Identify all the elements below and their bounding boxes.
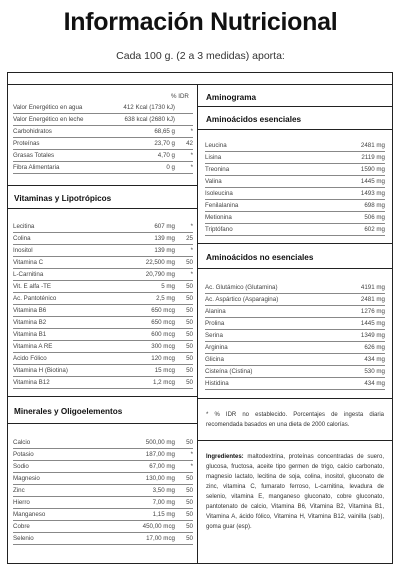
nutrient-name: Valina xyxy=(205,178,222,185)
nutrient-name: Fenilalanina xyxy=(205,202,239,209)
nutrient-amount: 7,00 mg xyxy=(152,499,175,506)
nutrient-name: Prolina xyxy=(205,320,225,327)
nutrient-amount: 2481 mg xyxy=(360,142,385,149)
nutrient-name: Ac. Aspártico (Asparagina) xyxy=(205,296,279,303)
column-divider xyxy=(197,84,198,564)
section-divider xyxy=(197,268,393,269)
nutrient-name: Magnesio xyxy=(13,475,40,482)
section-divider xyxy=(197,398,393,399)
nutrient-amount: 1590 mg xyxy=(360,166,385,173)
nutrient-name: Alanina xyxy=(205,308,226,315)
section-divider xyxy=(7,423,197,424)
table-row xyxy=(13,437,193,449)
table-row xyxy=(205,176,385,188)
table-row xyxy=(13,449,193,461)
table-row xyxy=(205,378,385,390)
table-row xyxy=(13,281,193,293)
nutrient-idr-pct: 50 xyxy=(186,355,193,362)
table-row xyxy=(205,212,385,224)
vitamins-title: Vitaminas y Lipotrópicos xyxy=(14,194,112,203)
table-row xyxy=(13,293,193,305)
table-row xyxy=(205,140,385,152)
nutrient-amount: 2481 mg xyxy=(360,296,385,303)
nutrient-name: Vitamina C xyxy=(13,259,44,266)
nutrient-amount: 67,00 mg xyxy=(149,463,175,470)
nutrient-name: Lisina xyxy=(205,154,222,161)
nutrient-amount: 120 mcg xyxy=(151,355,175,362)
nutrient-name: Carbohidratos xyxy=(13,128,52,135)
aminogram-title: Aminograma xyxy=(206,93,257,102)
essential-amino-title: Aminoácidos esenciales xyxy=(206,115,302,124)
nutrient-idr-pct: 50 xyxy=(186,367,193,374)
nutrient-idr-pct: 50 xyxy=(186,475,193,482)
nutrient-idr-pct: * xyxy=(190,164,193,171)
ingredients-block xyxy=(206,452,384,532)
table-row xyxy=(13,245,193,257)
nutrient-amount: 68,65 g xyxy=(154,128,175,135)
table-row xyxy=(205,294,385,306)
ingredients-label: Ingredientes: xyxy=(206,454,244,460)
nutrient-amount: 17,00 mcg xyxy=(146,535,175,542)
nutrient-name: Vitamina H (Biotina) xyxy=(13,367,68,374)
table-row xyxy=(13,533,193,545)
table-row xyxy=(205,318,385,330)
nutrient-amount: 530 mg xyxy=(364,368,385,375)
nutrient-idr-pct: 50 xyxy=(186,487,193,494)
nutrient-name: Vitamina B12 xyxy=(13,379,50,386)
energy-table xyxy=(13,102,193,174)
table-row xyxy=(13,365,193,377)
nutrient-idr-pct: 50 xyxy=(186,307,193,314)
table-row xyxy=(205,200,385,212)
nutrient-amount: 1445 mg xyxy=(360,320,385,327)
nutrient-amount: 0 g xyxy=(166,164,175,171)
nutrient-amount: 23,70 g xyxy=(154,140,175,147)
nutrient-amount: 3,50 mg xyxy=(152,487,175,494)
page-subtitle: Cada 100 g. (2 a 3 medidas) aporta: xyxy=(116,50,285,62)
nutrient-amount: 2119 mg xyxy=(361,154,385,161)
nutrient-idr-pct: * xyxy=(190,463,193,470)
table-row xyxy=(13,233,193,245)
table-row xyxy=(13,150,193,162)
section-divider xyxy=(197,129,393,130)
nutrient-idr-pct: * xyxy=(190,451,193,458)
nutrient-name: Isoleucina xyxy=(205,190,233,197)
nutrient-amount: 15 mcg xyxy=(154,367,175,374)
nutrient-amount: 412 Kcal (1730 kJ) xyxy=(123,104,175,111)
nutrient-name: Selenio xyxy=(13,535,34,542)
nutrient-idr-pct: 50 xyxy=(186,283,193,290)
section-divider xyxy=(7,396,197,397)
nutrient-name: Lecitina xyxy=(13,223,35,230)
nutrient-amount: 1349 mg xyxy=(360,332,385,339)
nutrient-amount: 1,15 mg xyxy=(152,511,175,518)
nutrient-name: Inositol xyxy=(13,247,33,254)
nutrient-name: Ac. Glutámico (Glutamina) xyxy=(205,284,278,291)
nutrient-amount: 4191 mg xyxy=(360,284,385,291)
nutrient-amount: 450,00 mcg xyxy=(142,523,175,530)
nutrient-name: Ac. Pantoténico xyxy=(13,295,57,302)
section-divider xyxy=(197,243,393,244)
nutrient-name: Leucina xyxy=(205,142,227,149)
nutrient-idr-pct: 50 xyxy=(186,439,193,446)
nutrient-name: Grasas Totales xyxy=(13,152,55,159)
nutrient-name: Cobre xyxy=(13,523,30,530)
nutrient-amount: 698 mg xyxy=(364,202,385,209)
table-row xyxy=(205,152,385,164)
nutrient-idr-pct: * xyxy=(190,271,193,278)
table-row xyxy=(205,330,385,342)
nutrient-name: Proteínas xyxy=(13,140,40,147)
nutrient-amount: 4,70 g xyxy=(157,152,175,159)
nutrient-idr-pct: 50 xyxy=(186,499,193,506)
nutrient-name: Manganeso xyxy=(13,511,46,518)
nutrient-idr-pct: * xyxy=(190,128,193,135)
nutrient-amount: 434 mg xyxy=(364,380,385,387)
nutrient-amount: 20,790 mg xyxy=(145,271,175,278)
nutrient-idr-pct: 50 xyxy=(186,331,193,338)
nutrient-name: Ácido Fólico xyxy=(13,355,47,362)
essential-amino-table xyxy=(205,140,385,236)
nutrient-name: Zinc xyxy=(13,487,25,494)
minerals-table xyxy=(13,437,193,545)
nutrient-amount: 130,00 mg xyxy=(145,475,175,482)
nutrient-amount: 187,00 mg xyxy=(145,451,175,458)
table-row xyxy=(13,509,193,521)
nutrient-idr-pct: 25 xyxy=(186,235,193,242)
table-row xyxy=(13,257,193,269)
nutrient-name: Vitamina A RE xyxy=(13,343,53,350)
ingredients-text: maltodextrina, proteínas concentradas de suero, glucosa, fructosa, aceite tipo germen de trigo, calcio carbonato, magnesio lactato, lecitina de soja, colina, inositol, gluconato de zinc, vitamina C, fumarato ferroso, L-carnitina, levadura de selenio, vitamina E, manganeso gluconato, cobre gluconato, pantotenato de calcio, Vitamina B6, Vitamina B2, Vitamina B1, Vitamina A, ácido fólico, Vitamina H, Vitamina B12, vainilla (sab), goma guar (esp). xyxy=(206,454,384,530)
page-title: Información Nutricional xyxy=(63,8,338,36)
table-row xyxy=(13,377,193,389)
section-divider xyxy=(7,185,197,186)
nutrient-idr-pct: 50 xyxy=(186,295,193,302)
nutrient-amount: 500,00 mg xyxy=(145,439,175,446)
nutrient-amount: 5 mg xyxy=(161,283,175,290)
table-row xyxy=(13,473,193,485)
nutrient-name: Vit. E alfa -TE xyxy=(13,283,52,290)
nutrient-amount: 1,2 mcg xyxy=(152,379,175,386)
nutrient-name: Vitamina B2 xyxy=(13,319,47,326)
nutrient-amount: 607 mg xyxy=(154,223,175,230)
nutrient-idr-pct: 50 xyxy=(186,379,193,386)
nutrient-amount: 139 mg xyxy=(154,235,175,242)
nutrient-amount: 600 mcg xyxy=(151,331,175,338)
table-row xyxy=(13,461,193,473)
idr-footnote: * % IDR no establecido. Porcentajes de ingesta diaria recomendada basados en una dieta de 2000 calorías. xyxy=(206,412,384,428)
nutrient-idr-pct: 50 xyxy=(186,319,193,326)
nutrient-idr-pct: 50 xyxy=(186,343,193,350)
table-row xyxy=(13,317,193,329)
vitamins-table xyxy=(13,221,193,389)
section-divider xyxy=(197,106,393,107)
nutrient-idr-pct: * xyxy=(190,152,193,159)
nutrient-amount: 1445 mg xyxy=(360,178,385,185)
table-row xyxy=(13,305,193,317)
pct-idr-header: % IDR xyxy=(171,93,189,100)
table-row xyxy=(13,497,193,509)
table-row xyxy=(205,224,385,236)
table-row xyxy=(13,126,193,138)
table-row xyxy=(205,342,385,354)
nutrient-idr-pct: 50 xyxy=(186,511,193,518)
nutrient-idr-pct: 50 xyxy=(186,523,193,530)
nutrient-amount: 1493 mg xyxy=(360,190,385,197)
nutrient-name: Fibra Alimentaria xyxy=(13,164,60,171)
nutrient-amount: 506 mg xyxy=(364,214,385,221)
nutrient-name: Treonina xyxy=(205,166,230,173)
nutrient-idr-pct: * xyxy=(190,223,193,230)
nutrient-name: Vitamina B6 xyxy=(13,307,47,314)
table-row xyxy=(205,164,385,176)
nonessential-amino-table xyxy=(205,282,385,390)
nutrient-idr-pct: 42 xyxy=(186,140,193,147)
nutrient-amount: 1276 mg xyxy=(360,308,385,315)
table-row xyxy=(13,521,193,533)
table-row xyxy=(13,162,193,174)
table-row xyxy=(13,221,193,233)
table-row xyxy=(13,329,193,341)
table-row xyxy=(205,306,385,318)
nutrient-name: Metionina xyxy=(205,214,232,221)
section-divider xyxy=(197,440,393,441)
nutrient-name: Arginina xyxy=(205,344,228,351)
nutrient-amount: 650 mcg xyxy=(151,319,175,326)
nutrient-name: Histidina xyxy=(205,380,229,387)
nutrient-amount: 434 mg xyxy=(364,356,385,363)
table-row xyxy=(13,341,193,353)
nutrient-name: Vitamina B1 xyxy=(13,331,47,338)
table-row xyxy=(205,188,385,200)
table-row xyxy=(13,138,193,150)
table-row xyxy=(13,114,193,126)
nutrient-name: Sodio xyxy=(13,463,29,470)
nutrient-amount: 650 mcg xyxy=(151,307,175,314)
table-row xyxy=(13,102,193,114)
nutrient-amount: 2,5 mg xyxy=(156,295,175,302)
section-divider xyxy=(7,208,197,209)
minerals-title: Minerales y Oligoelementos xyxy=(14,407,123,416)
table-row xyxy=(13,485,193,497)
table-row xyxy=(205,354,385,366)
nutrient-name: Valor Energético en leche xyxy=(13,116,84,123)
nutrient-name: Valor Energético en agua xyxy=(13,104,83,111)
nutrient-amount: 638 kcal (2680 kJ) xyxy=(124,116,175,123)
table-row xyxy=(13,353,193,365)
nutrient-amount: 300 mcg xyxy=(151,343,175,350)
nutrient-name: L-Carnitina xyxy=(13,271,44,278)
header-divider xyxy=(7,84,393,85)
nutrient-name: Cisteína (Cistina) xyxy=(205,368,253,375)
nonessential-amino-title: Aminoácidos no esenciales xyxy=(206,253,314,262)
nutrient-amount: 626 mg xyxy=(364,344,385,351)
table-row xyxy=(205,366,385,378)
nutrient-amount: 139 mg xyxy=(154,247,175,254)
nutrient-idr-pct: * xyxy=(190,247,193,254)
nutrient-name: Serina xyxy=(205,332,223,339)
nutrient-name: Calcio xyxy=(13,439,31,446)
nutrient-name: Hierro xyxy=(13,499,30,506)
nutrient-name: Colina xyxy=(13,235,31,242)
nutrient-name: Potasio xyxy=(13,451,34,458)
nutrient-idr-pct: 50 xyxy=(186,259,193,266)
nutrient-amount: 602 mg xyxy=(364,226,385,233)
table-row xyxy=(13,269,193,281)
nutrient-name: Glicina xyxy=(205,356,224,363)
table-row xyxy=(205,282,385,294)
nutrient-name: Triptófano xyxy=(205,226,233,233)
nutrient-amount: 22,500 mg xyxy=(145,259,175,266)
nutrient-idr-pct: 50 xyxy=(186,535,193,542)
